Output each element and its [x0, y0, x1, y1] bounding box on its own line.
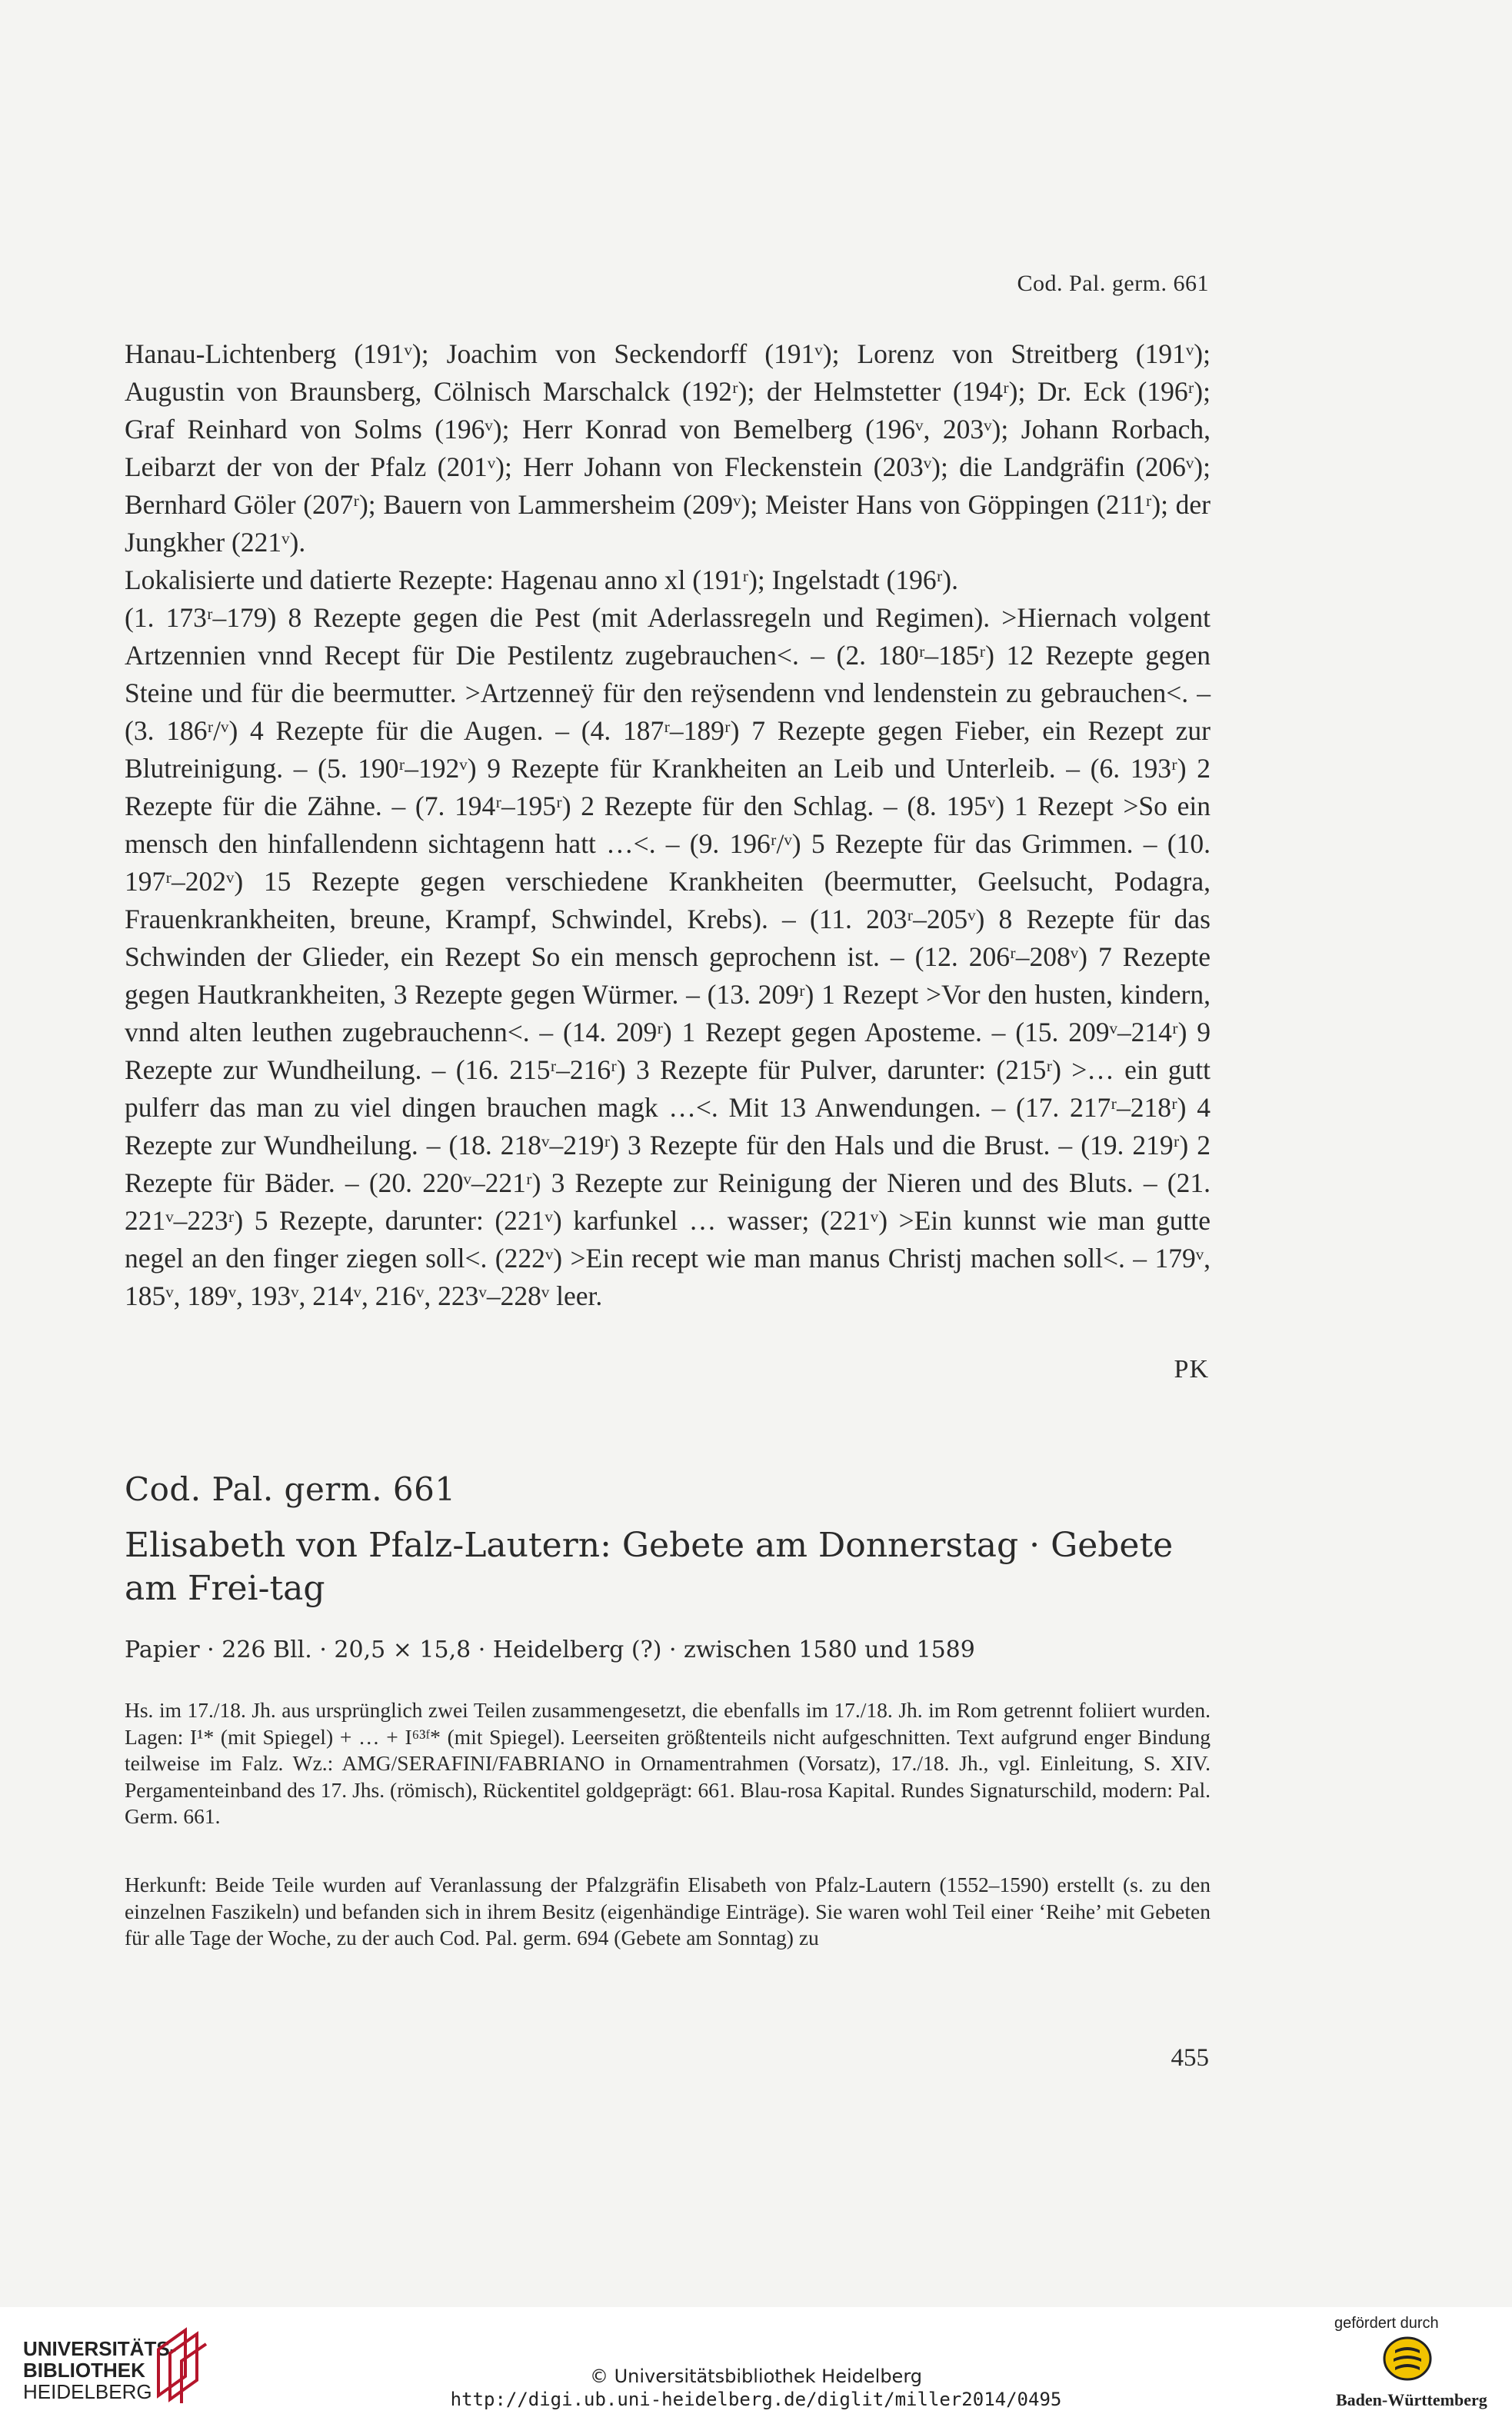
page-number: 455: [1171, 2044, 1209, 2072]
codex-physical-description: Papier · 226 Bll. · 20,5 × 15,8 · Heidelberg (?) · zwischen 1580 und 1589: [125, 1637, 975, 1663]
library-name-line-3: HEIDELBERG: [23, 2380, 152, 2403]
contents-paragraph: (1. 173ʳ–179) 8 Rezepte gegen die Pest (mit Aderlassregeln und Regimen). >Hiernach volgent Artzennien vnnd Recept für Die Pestilentz zugebrauchen<. – (2. 180ʳ–185ʳ) 12 Rezepte gegen Steine und für die beermutter. >Artzenneÿ für den reÿsendenn vnd lendenstein zu gebrauchen<. – (3. 186ʳ/ᵛ) 4 Rezepte für die Augen. – (4. 187ʳ–189ʳ) 7 Rezepte gegen Fieber, ein Rezept zur Blutreinigung. – (5. 190ʳ–192ᵛ) 9 Rezepte für Krankheiten an Leib und Unterleib. – (6. 193ʳ) 2 Rezepte für die Zähne. – (7. 194ʳ–195ʳ) 2 Rezepte für den Schlag. – (8. 195ᵛ) 1 Rezept >So ein mensch den hinfallendenn sichtagenn hatt …<. – (9. 196ʳ/ᵛ) 5 Rezepte für das Grimmen. – (10. 197ʳ–202ᵛ) 15 Rezepte gegen verschiedene Krankheiten (beermutter, Geelsucht, Podagra, Frauenkrankheiten, breune, Krampf, Schwindel, Krebs). – (11. 203ʳ–205ᵛ) 8 Rezepte für das Schwinden der Glieder, ein Rezept So ein mensch geprochenn ist. – (12. 206ʳ–208ᵛ) 7 Rezepte gegen Hautkrankheiten, 3 Rezepte gegen Würmer. – (13. 209ʳ) 1 Rezept >Vor den husten, kindern, vnnd alten leuthen zugebrauchenn<. – (14. 209ʳ) 1 Rezept gegen Aposteme. – (15. 209ᵛ–214ʳ) 9 Rezepte zur Wundheilung. – (16. 215ʳ–216ʳ) 3 Rezepte für Pulver, darunter: (215ʳ) >… ein gutt pulferr das man zu viel dingen brauchen magk …<. Mit 13 Anwendungen. – (17. 217ʳ–218ʳ) 4 Rezepte zur Wundheilung. – (18. 218ᵛ–219ʳ) 3 Rezepte für den Hals und die Brust. – (19. 219ʳ) 2 Rezepte für Bäder. – (20. 220ᵛ–221ʳ) 3 Rezepte zur Reinigung der Nieren und des Bluts. – (21. 221ᵛ–223ʳ) 5 Rezepte, darunter: (221ᵛ) karfunkel … wasser; (221ᵛ) >Ein kunnst wie man gutte negel an den finger ziegen soll<. (222ᵛ) >Ein recept wie man manus Christj machen soll<. – 179ᵛ, 185ᵛ, 189ᵛ, 193ᵛ, 214ᵛ, 216ᵛ, 223ᵛ–228ᵛ leer.: [125, 602, 1211, 1311]
catalogue-entry-continuation: [125, 335, 1211, 1315]
coat-of-arms-icon[interactable]: [1381, 2335, 1434, 2382]
persons-paragraph: Hanau-Lichtenberg (191ᵛ); Joachim von Seckendorff (191ᵛ); Lorenz von Streitberg (191ᵛ); Augustin von Braunsberg, Cölnisch Marschalck (192ʳ); der Helmstetter (194ʳ); Dr. Eck (196ʳ); Graf Reinhard von Solms (196ᵛ); Herr Konrad von Bemelberg (196ᵛ, 203ᵛ); Johann Rorbach, Leibarzt der von der Pfalz (201ᵛ); Herr Johann von Fleckenstein (203ᵛ); die Landgräfin (206ᵛ); Bernhard Göler (207ʳ); Bauern von Lammersheim (209ᵛ); Meister Hans von Göppingen (211ʳ); der Jungkher (221ᵛ).: [125, 338, 1211, 558]
library-name-line-1: UNIVERSITÄTS-: [23, 2337, 177, 2360]
codex-heading: Cod. Pal. germ. 661: [125, 1470, 456, 1508]
library-name-line-2: BIBLIOTHEK: [23, 2359, 145, 2382]
running-head: Cod. Pal. germ. 661: [1017, 271, 1209, 296]
permalink-url[interactable]: http://digi.ub.uni-heidelberg.de/diglit/miller2014/0495: [450, 2389, 1062, 2410]
codex-description: Hs. im 17./18. Jh. aus ursprünglich zwei Teilen zusammengesetzt, die ebenfalls im 17./18. Jh. im Rom getrennt foliiert wurden. Lagen: I¹* (mit Spiegel) + … + I⁶³ᶠ* (mit Spiegel). Leerseiten größtenteils nicht aufgeschnitten. Text aufgrund enger Bindung teilweise im Falz. Wz.: AMG/SERAFINI/FABRIANO in Ornamentrahmen (Vorsatz), 17./18. Jh., vgl. Einleitung, S. XIV. Pergamenteinband des 17. Jhs. (römisch), Rückentitel goldgeprägt: 661. Blau-rosa Kapital. Rundes Signaturschild, modern: Pal. Germ. 661.: [125, 1698, 1211, 1828]
funding-state-name: Baden-Württemberg: [1336, 2390, 1487, 2409]
copyright-notice: © Universitätsbibliothek Heidelberg: [589, 2366, 922, 2387]
codex-provenance: Herkunft: Beide Teile wurden auf Veranlassung der Pfalzgräfin Elisabeth von Pfalz-Lautern (1552–1590) erstellt (s. zu den einzelnen Faszikeln) und befanden sich in ihrem Besitz (eigenhändige Einträge). Sie waren wohl Teil einer ‘Reihe’ mit Gebeten für alle Tage der Woche, zu der auch Cod. Pal. germ. 694 (Gebete am Sonntag) zu: [125, 1873, 1211, 1950]
localized-recipes-paragraph: Lokalisierte und datierte Rezepte: Hagenau anno xl (191ʳ); Ingelstadt (196ʳ).: [125, 564, 958, 595]
author-initials: PK: [1174, 1355, 1209, 1383]
codex-title: Elisabeth von Pfalz-Lautern: Gebete am Donnerstag · Gebete am Frei-tag: [125, 1526, 1174, 1608]
funded-by-label: gefördert durch: [1334, 2315, 1439, 2332]
footer-bar: [0, 2307, 1512, 2414]
